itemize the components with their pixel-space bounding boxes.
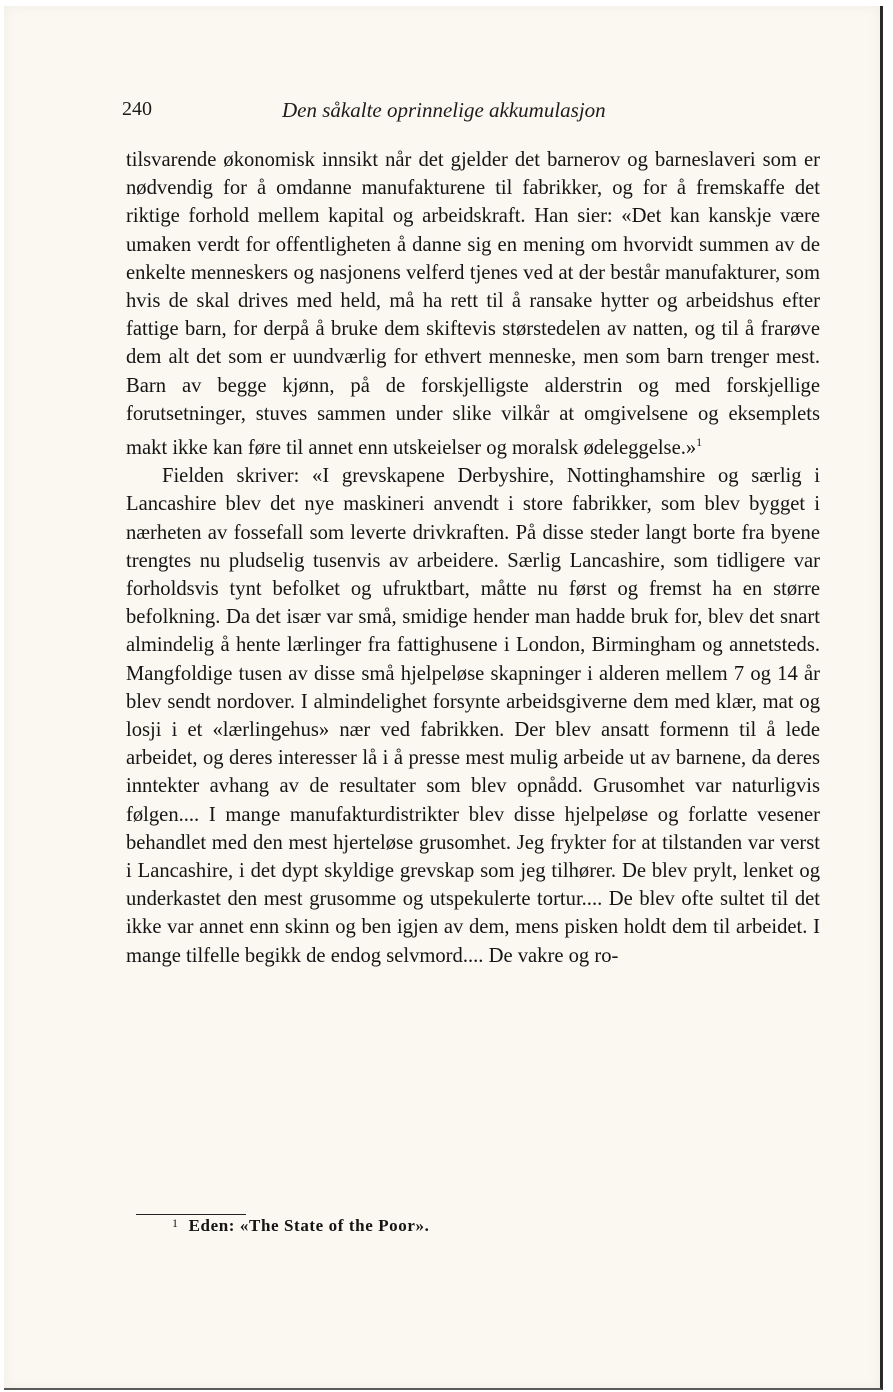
footnote-divider — [136, 1214, 246, 1215]
paragraph: Fielden skriver: «I grevskapene Derbyshire, Nottinghamshire og særlig i Lancashire blev det nye maskineri anvendt i store fabrikker, som blev bygget i nærheten av fossefall som leverte drivkraften. På disse steder langt borte fra byene trengtes nu pludselig tusenvis av arbeidere. Særlig Lancashire, som tidligere var forholdsvis tynt befolket og ufruktbart, måtte nu først og fremst ha en større befolkning. Da det især var små, smidige hender man hadde bruk for, blev det snart almindelig å hente lærlinger fra fattighusene i London, Birmingham og annetsteds. Mangfoldige tusen av disse små hjelpeløse skapninger i alderen mellem 7 og 14 år blev sendt nordover. I almindelighet forsynte arbeidsgiverne dem med klær, mat og losji i et «lærlingehus» nær ved fabrikken. Der blev ansatt formenn til å lede arbeidet, og deres interesser lå i å presse mest mulig arbeide ut av barnene, da deres inntekter avhang av de resultater som blev opnådd. Grusomhet var naturligvis følgen.... I mange manufakturdistrikter blev disse hjelpeløse og forlatte vesener behandlet med den mest hjerteløse grusomhet. Jeg frykter for at tilstanden var verst i Lancashire, i det dypt skyldige grevskap som jeg tilhører. De blev prylt, lenket og underkastet den mest grusomme og utspekulerte tortur.... De blev ofte sultet til det ikke var annet enn skinn og ben igjen av dem, mens pisken holdt dem til arbeidet. I mange tilfelle begikk de endog selvmord.... De vakre og ro- — [126, 465, 820, 967]
running-head: Den såkalte oprinnelige akkumulasjon — [282, 98, 606, 122]
footnote-reference: 1 — [696, 435, 703, 450]
footnote — [172, 1216, 429, 1236]
page-number: 240 — [122, 98, 152, 120]
body-text — [126, 146, 820, 970]
book-page — [4, 6, 883, 1390]
paragraph — [126, 146, 820, 462]
footnote-mark: 1 — [172, 1216, 179, 1230]
footnote-text: Eden: «The State of the Poor». — [188, 1216, 430, 1235]
paragraph-text: tilsvarende økonomisk innsikt når det gjelder det barnerov og barneslaveri som er nødvendig for å omdanne manufakturene til fabrikker, og for å fremskaffe det riktige forhold mellem kapital og arbeidskraft. Han sier: «Det kan kanskje være umaken verdt for offentligheten å danne sig en mening om hvorvidt summen av de enkelte menneskers og nasjonens velferd tjenes ved at der består manufakturer, som hvis de skal drives med held, må ha rett til å ransake hytter og arbeidshus efter fattige barn, for derpå å bruke dem skiftevis størstedelen av natten, og til å frarøve dem alt det som er uundværlig for ethvert menneske, men som barn trenger mest. Barn av begge kjønn, på de forskjelligste alderstrin og med forskjellige forutsetninger, stuves sammen under slike vilkår at omgivelsene og eksemplets makt ikke kan føre til annet enn utskeielser og moralsk ødeleggelse.» — [126, 149, 820, 459]
page-header — [122, 88, 822, 128]
